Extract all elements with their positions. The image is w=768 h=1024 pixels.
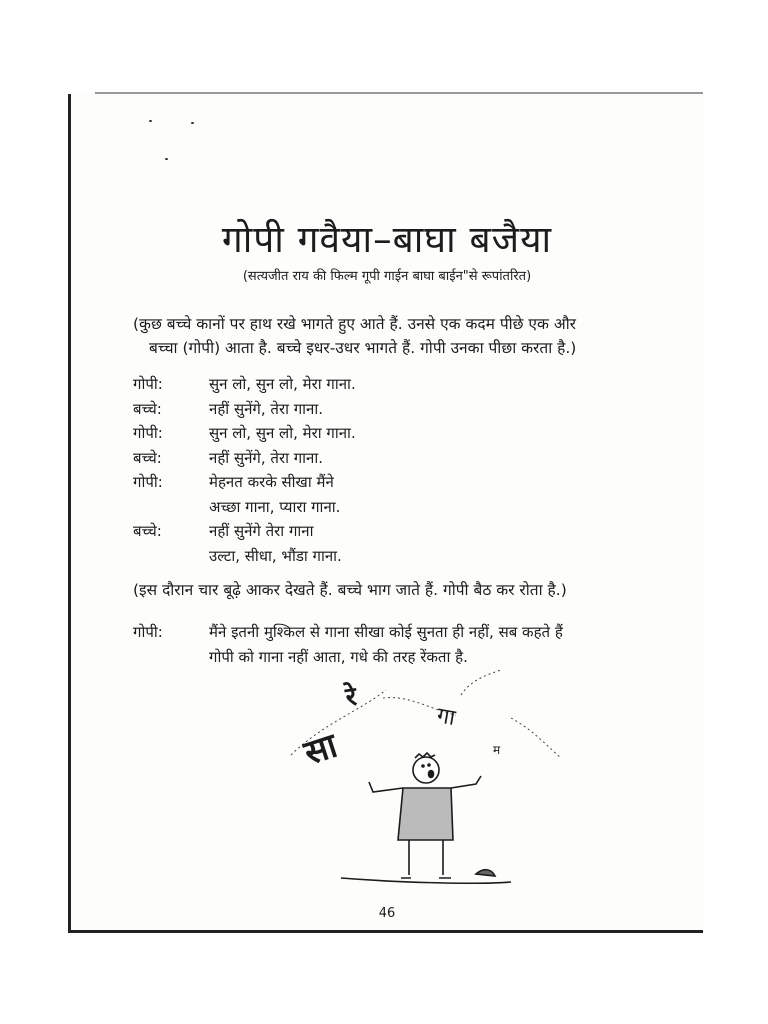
speaker-label: बच्चे: (133, 399, 162, 418)
speaker-label: गोपी: (133, 623, 163, 641)
singing-boy-illustration (271, 670, 571, 900)
stage-direction (133, 578, 693, 602)
dialogue-line: अच्छा गाना, प्यारा गाना. (209, 497, 341, 516)
speaker-label: गोपी: (133, 473, 163, 491)
dialogue-line: नहीं सुनेंगे, तेरा गाना. (209, 448, 324, 467)
page-number: 46 (378, 906, 396, 921)
dialogue-block (133, 372, 653, 568)
dialogue-line: मैंने इतनी मुश्किल से गाना सीखा कोई सुनता ही नहीं, सब कहते हैं (209, 623, 563, 641)
dialogue-row (133, 372, 653, 397)
page-speck (165, 158, 168, 160)
stage-direction-line: (कुछ बच्चे कानों पर हाथ रखे भागते हुए आते हैं. उनसे एक कदम पीछे एक और (133, 315, 577, 333)
dialogue-row (133, 446, 653, 471)
speaker-label: बच्चे: (133, 522, 162, 540)
page-speck (149, 120, 152, 122)
final-dialogue (133, 620, 693, 669)
dialogue-line: नहीं सुनेंगे, तेरा गाना. (209, 399, 324, 418)
stage-direction (133, 312, 693, 360)
dialogue-row (133, 397, 653, 422)
dialogue-line: गोपी को गाना नहीं आता, गधे की तरह रेंकता है. (209, 647, 468, 666)
stage-direction-line: (इस दौरान चार बूढ़े आकर देखते हैं. बच्चे भाग जाते हैं. गोपी बैठ कर रोता है.) (133, 581, 567, 599)
speaker-label: बच्चे: (133, 448, 162, 467)
dialogue-row (133, 620, 693, 669)
page-title: गोपी गवैया–बाघा बजैया (221, 218, 553, 261)
dialogue-line: नहीं सुनेंगे तेरा गाना (209, 522, 314, 540)
stage-direction-line: बच्चा (गोपी) आता है. बच्चे इधर-उधर भागते हैं. गोपी उनका पीछा करता है.) (149, 339, 577, 357)
page-subtitle: (सत्यजीत राय की फिल्म गूपी गाईन बाघा बाईन"से रूपांतरित) (242, 269, 532, 284)
dialogue-row (133, 421, 653, 446)
dialogue-line: मेहनत करके सीखा मैंने (209, 473, 334, 491)
book-page (68, 94, 703, 933)
note-ma: म (493, 743, 501, 757)
dialogue-line: सुन लो, सुन लो, मेरा गाना. (209, 375, 356, 393)
dialogue-row (133, 470, 653, 519)
note-sa: सा (299, 725, 343, 774)
note-ga: गा (434, 703, 458, 732)
speaker-label: गोपी: (133, 424, 163, 442)
page-speck (191, 122, 194, 124)
speaker-label: गोपी: (133, 375, 163, 393)
dialogue-line: उल्टा, सीधा, भौंडा गाना. (209, 546, 342, 565)
dialogue-line: सुन लो, सुन लो, मेरा गाना. (209, 424, 356, 442)
note-re: रे (343, 681, 359, 713)
dialogue-row (133, 519, 653, 568)
